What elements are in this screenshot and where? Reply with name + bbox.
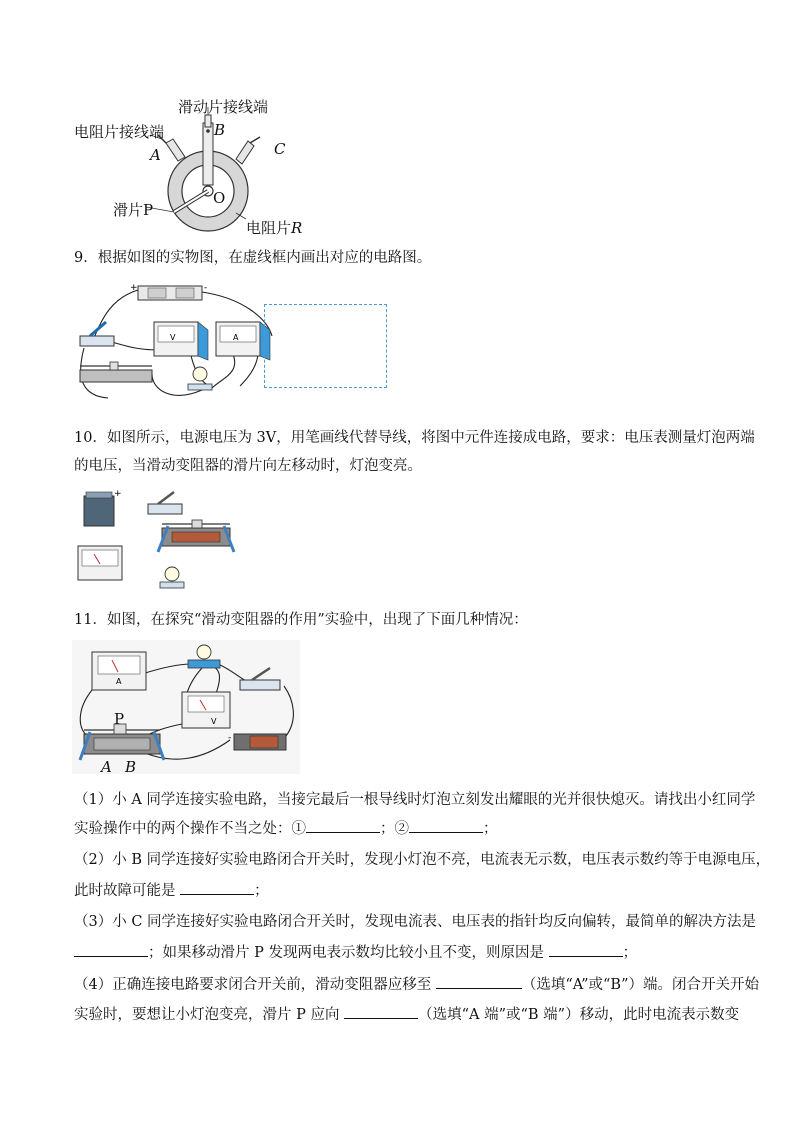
part-1-line-2 (74, 818, 498, 839)
pivot-o-label: O (213, 189, 226, 207)
svg-text:-: - (228, 733, 232, 743)
answer-dashed-box[interactable] (264, 304, 387, 388)
part-4-line-2 (74, 1004, 739, 1025)
answer-blank-1[interactable] (306, 818, 380, 833)
q11-slider-p-label: P (114, 710, 125, 728)
q11-voltmeter-symbol: V (211, 717, 217, 726)
q11-terminal-b-label: B (125, 758, 137, 776)
question-9-text: 9．根据如图的实物图，在虚线框内画出对应的电路图。 (74, 250, 432, 266)
terminal-a-label: A (150, 146, 161, 164)
part-2-prompt: 此时故障可能是 (74, 883, 176, 899)
answer-blank-7[interactable] (344, 1004, 418, 1019)
part-3-end: ； (622, 945, 638, 961)
part-1-line-1: （1）小 A 同学连接实验电路，当接完最后一根导线时灯泡立刻发出耀眼的光并很快熄灭。请找出小红同学 (74, 792, 756, 808)
part-3-prompt: ；如果移动滑片 P 发现两电表示数均比较小且不变，则原因是 (148, 945, 544, 961)
svg-text:+: + (130, 283, 138, 293)
part-1-sep: ；② (380, 821, 409, 837)
part-2-end: ； (254, 883, 269, 899)
q11-terminal-a-label: A (101, 758, 112, 776)
answer-blank-6[interactable] (436, 974, 522, 989)
part-4-line-1 (74, 974, 759, 995)
slider-p-label: 滑片P (113, 201, 154, 219)
part-3-line-2 (74, 942, 637, 963)
answer-blank-2[interactable] (409, 818, 483, 833)
resistor-terminal-label: 电阻片接线端 (74, 123, 165, 141)
q11-circuit-figure (72, 640, 300, 774)
svg-text:-: - (204, 283, 208, 293)
resistor-r-letter: R (291, 219, 303, 237)
part-4-prompt-2: 实验时，要想让小灯泡变亮，滑片 P 应向 (74, 1007, 340, 1023)
answer-blank-5[interactable] (549, 942, 623, 957)
part-2-line-1: （2）小 B 同学连接好实验电路闭合开关时，发现小灯泡不亮，电流表无示数，电压表示数约等于电源电压， (74, 852, 771, 868)
q10-components-drawing (72, 486, 242, 598)
slider-terminal-label: 滑动片接线端 (178, 98, 269, 116)
q11-ammeter-symbol: A (116, 677, 122, 686)
q10-components-figure (72, 486, 242, 598)
q9-voltmeter-symbol: V (170, 333, 176, 342)
q11-circuit-drawing (72, 640, 300, 774)
part-4-choice-2: （选填“A 端”或“B 端”）移动，此时电流表示数变 (418, 1007, 740, 1023)
part-2-line-2 (74, 880, 269, 901)
question-10-line-1: 10．如图所示，电源电压为 3V，用笔画线代替导线，将图中元件连接成电路，要求：电压表测量灯泡两端 (74, 430, 755, 446)
answer-blank-3[interactable] (180, 880, 254, 895)
resistor-r-label (246, 217, 302, 238)
answer-blank-4[interactable] (74, 942, 148, 957)
question-11-intro: 11．如图，在探究“滑动变阻器的作用”实验中，出现了下面几种情况： (74, 612, 528, 628)
terminal-b-label: B (214, 121, 226, 139)
part-4-prompt-1: （4）正确连接电路要求闭合开关前，滑动变阻器应移至 (74, 977, 432, 993)
part-3-line-1: （3）小 C 同学连接好实验电路闭合开关时，发现电流表、电压表的指针均反向偏转，最简单的解决方法是 (74, 914, 757, 930)
part-1-prompt: 实验操作中的两个操作不当之处：① (74, 821, 306, 837)
q9-ammeter-symbol: A (233, 333, 239, 342)
part-4-choice-1: （选填“A”或“B”）端。闭合开关开始 (521, 977, 759, 993)
part-1-end: ； (483, 821, 498, 837)
resistor-r-text: 电阻片 (246, 219, 292, 237)
svg-text:+: + (114, 489, 122, 499)
question-10-line-2: 的电压，当滑动变阻器的滑片向左移动时，灯泡变亮。 (74, 458, 422, 474)
terminal-c-label: C (274, 140, 286, 158)
